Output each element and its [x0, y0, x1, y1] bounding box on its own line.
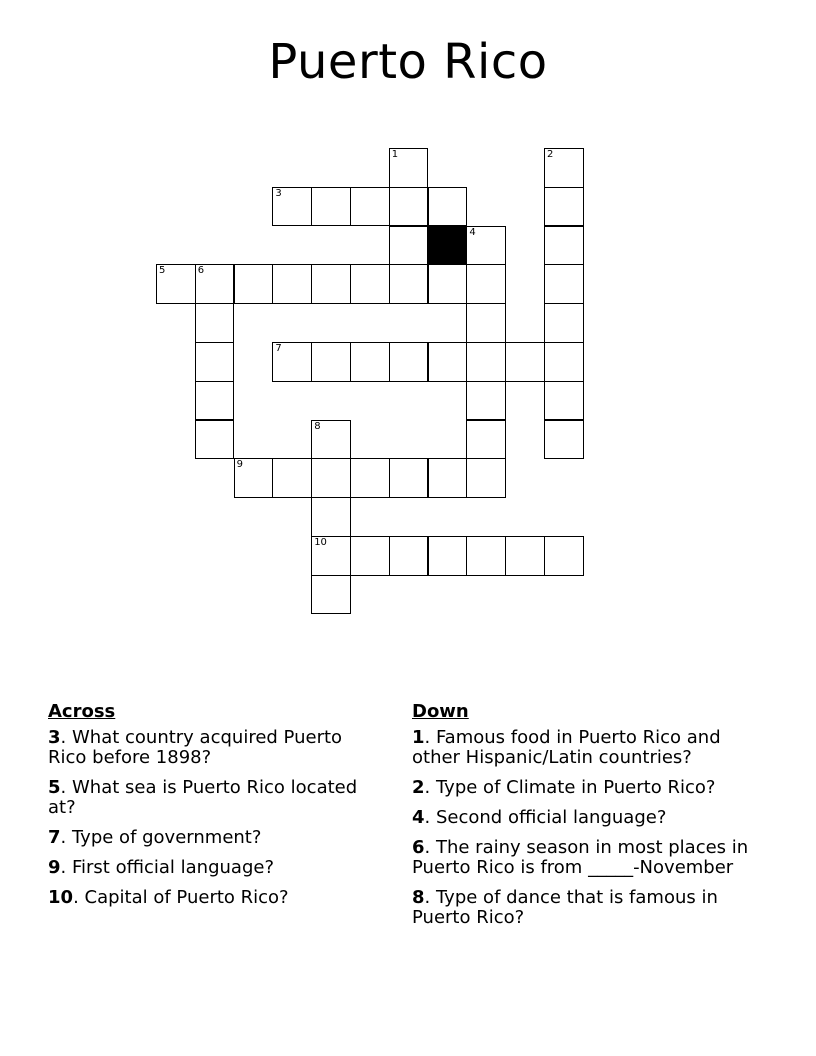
- grid-cell[interactable]: [428, 342, 468, 382]
- down-clue: [412, 838, 757, 878]
- cell-number: 7: [275, 343, 282, 354]
- grid-cell[interactable]: [311, 575, 351, 615]
- clue-text: Second official language?: [435, 807, 667, 828]
- grid-cell[interactable]: [428, 264, 468, 304]
- clue-separator: .: [60, 777, 72, 798]
- grid-cell[interactable]: [195, 303, 235, 343]
- clue-text: Type of government?: [71, 827, 262, 848]
- down-heading: Down: [412, 701, 469, 722]
- clue-text: Capital of Puerto Rico?: [84, 887, 289, 908]
- grid-cell[interactable]: [466, 420, 506, 460]
- grid-cell[interactable]: [234, 458, 274, 498]
- clue-number: 4: [412, 807, 425, 828]
- grid-cell[interactable]: [272, 458, 312, 498]
- down-clue: [412, 728, 757, 768]
- grid-cell[interactable]: [544, 420, 584, 460]
- cell-number: 2: [547, 149, 554, 160]
- grid-cell[interactable]: [195, 342, 235, 382]
- across-heading: Across: [48, 701, 116, 722]
- cell-number: 5: [159, 265, 166, 277]
- grid-cell[interactable]: [272, 187, 312, 227]
- grid-cell[interactable]: [195, 381, 235, 421]
- cell-number: 9: [236, 459, 243, 471]
- grid-block: [428, 226, 468, 266]
- grid-cell[interactable]: [466, 264, 506, 304]
- grid-cell[interactable]: [428, 458, 468, 498]
- cell-number: 8: [314, 420, 321, 432]
- grid-cell[interactable]: [466, 536, 506, 576]
- clue-number: 6: [412, 837, 425, 858]
- clue-separator: .: [60, 857, 72, 878]
- across-clue: [48, 888, 383, 908]
- clue-number: 2: [412, 777, 425, 798]
- grid-cell[interactable]: [311, 497, 351, 537]
- clue-text: The rainy season in most places in Puerto Rico is from _____-November: [412, 837, 749, 878]
- grid-cell[interactable]: [544, 381, 584, 421]
- puzzle-title: Puerto Rico: [268, 34, 548, 90]
- clue-number: 1: [412, 727, 425, 748]
- clue-number: 9: [48, 857, 61, 878]
- grid-cell[interactable]: [156, 264, 196, 304]
- clue-number: 8: [412, 887, 425, 908]
- grid-cell[interactable]: [544, 536, 584, 576]
- grid-cell[interactable]: [389, 458, 429, 498]
- grid-cell[interactable]: [466, 342, 506, 382]
- across-clue: [48, 858, 383, 878]
- clue-number: 10: [48, 887, 74, 908]
- clue-text: What country acquired Puerto Rico before 1898?: [48, 727, 343, 768]
- cell-number: 1: [391, 149, 399, 160]
- grid-cell[interactable]: [466, 303, 506, 343]
- clue-separator: .: [424, 807, 436, 828]
- down-clue-list: [412, 728, 757, 928]
- across-clue: [48, 778, 383, 818]
- grid-cell[interactable]: [544, 226, 584, 266]
- clue-separator: .: [424, 777, 436, 798]
- across-clues: [48, 702, 383, 918]
- clue-separator: .: [60, 827, 72, 848]
- grid-cell[interactable]: [311, 458, 351, 498]
- grid-cell[interactable]: [311, 342, 351, 382]
- grid-cell[interactable]: [311, 264, 351, 304]
- cell-number: 6: [197, 265, 205, 277]
- grid-cell[interactable]: [350, 536, 390, 576]
- clue-text: Type of dance that is famous in Puerto Rico?: [412, 887, 718, 928]
- grid-cell[interactable]: [466, 381, 506, 421]
- across-clue: [48, 728, 383, 768]
- grid-cell[interactable]: [544, 264, 584, 304]
- grid-cell[interactable]: [544, 187, 584, 227]
- clue-separator: .: [60, 727, 72, 748]
- grid-cell[interactable]: [544, 303, 584, 343]
- grid-cell[interactable]: [389, 187, 429, 227]
- grid-cell[interactable]: [466, 226, 506, 266]
- grid-cell[interactable]: [466, 458, 506, 498]
- grid-cell[interactable]: [428, 536, 468, 576]
- clue-number: 3: [48, 727, 61, 748]
- clue-text: First official language?: [71, 857, 275, 878]
- grid-cell[interactable]: [389, 148, 429, 188]
- clue-separator: .: [424, 887, 436, 908]
- grid-cell[interactable]: [350, 264, 390, 304]
- clue-separator: .: [73, 887, 85, 908]
- grid-cell[interactable]: [505, 342, 545, 382]
- across-clue: [48, 828, 383, 848]
- down-clue: [412, 808, 757, 828]
- grid-cell[interactable]: [311, 187, 351, 227]
- down-clue: [412, 778, 757, 798]
- clue-text: Famous food in Puerto Rico and other Hispanic/Latin countries?: [412, 727, 721, 768]
- cell-number: 10: [314, 537, 327, 548]
- grid-cell[interactable]: [195, 264, 235, 304]
- grid-cell[interactable]: [544, 342, 584, 382]
- clue-separator: .: [424, 727, 436, 748]
- grid-cell[interactable]: [389, 264, 429, 304]
- grid-cell[interactable]: [195, 420, 235, 460]
- cell-number: 3: [275, 187, 282, 199]
- down-clues: [412, 702, 757, 938]
- cell-number: 4: [469, 226, 476, 238]
- across-clue-list: [48, 728, 383, 908]
- grid-cell[interactable]: [311, 420, 351, 460]
- clue-text: What sea is Puerto Rico located at?: [48, 777, 358, 818]
- grid-cell[interactable]: [272, 264, 312, 304]
- grid-cell[interactable]: [234, 264, 274, 304]
- grid-cell[interactable]: [544, 148, 584, 188]
- clue-text: Type of Climate in Puerto Rico?: [435, 777, 716, 798]
- grid-cell[interactable]: [350, 458, 390, 498]
- grid-cell[interactable]: [505, 536, 545, 576]
- grid-cell[interactable]: [350, 342, 390, 382]
- clue-number: 5: [48, 777, 61, 798]
- grid-cell[interactable]: [389, 342, 429, 382]
- grid-cell[interactable]: [350, 187, 390, 227]
- grid-cell[interactable]: [311, 536, 351, 576]
- clue-separator: .: [424, 837, 436, 858]
- down-clue: [412, 888, 757, 928]
- grid-cell[interactable]: [389, 536, 429, 576]
- clue-number: 7: [48, 827, 61, 848]
- grid-cell[interactable]: [389, 226, 429, 266]
- grid-cell[interactable]: [272, 342, 312, 382]
- grid-cell[interactable]: [428, 187, 468, 227]
